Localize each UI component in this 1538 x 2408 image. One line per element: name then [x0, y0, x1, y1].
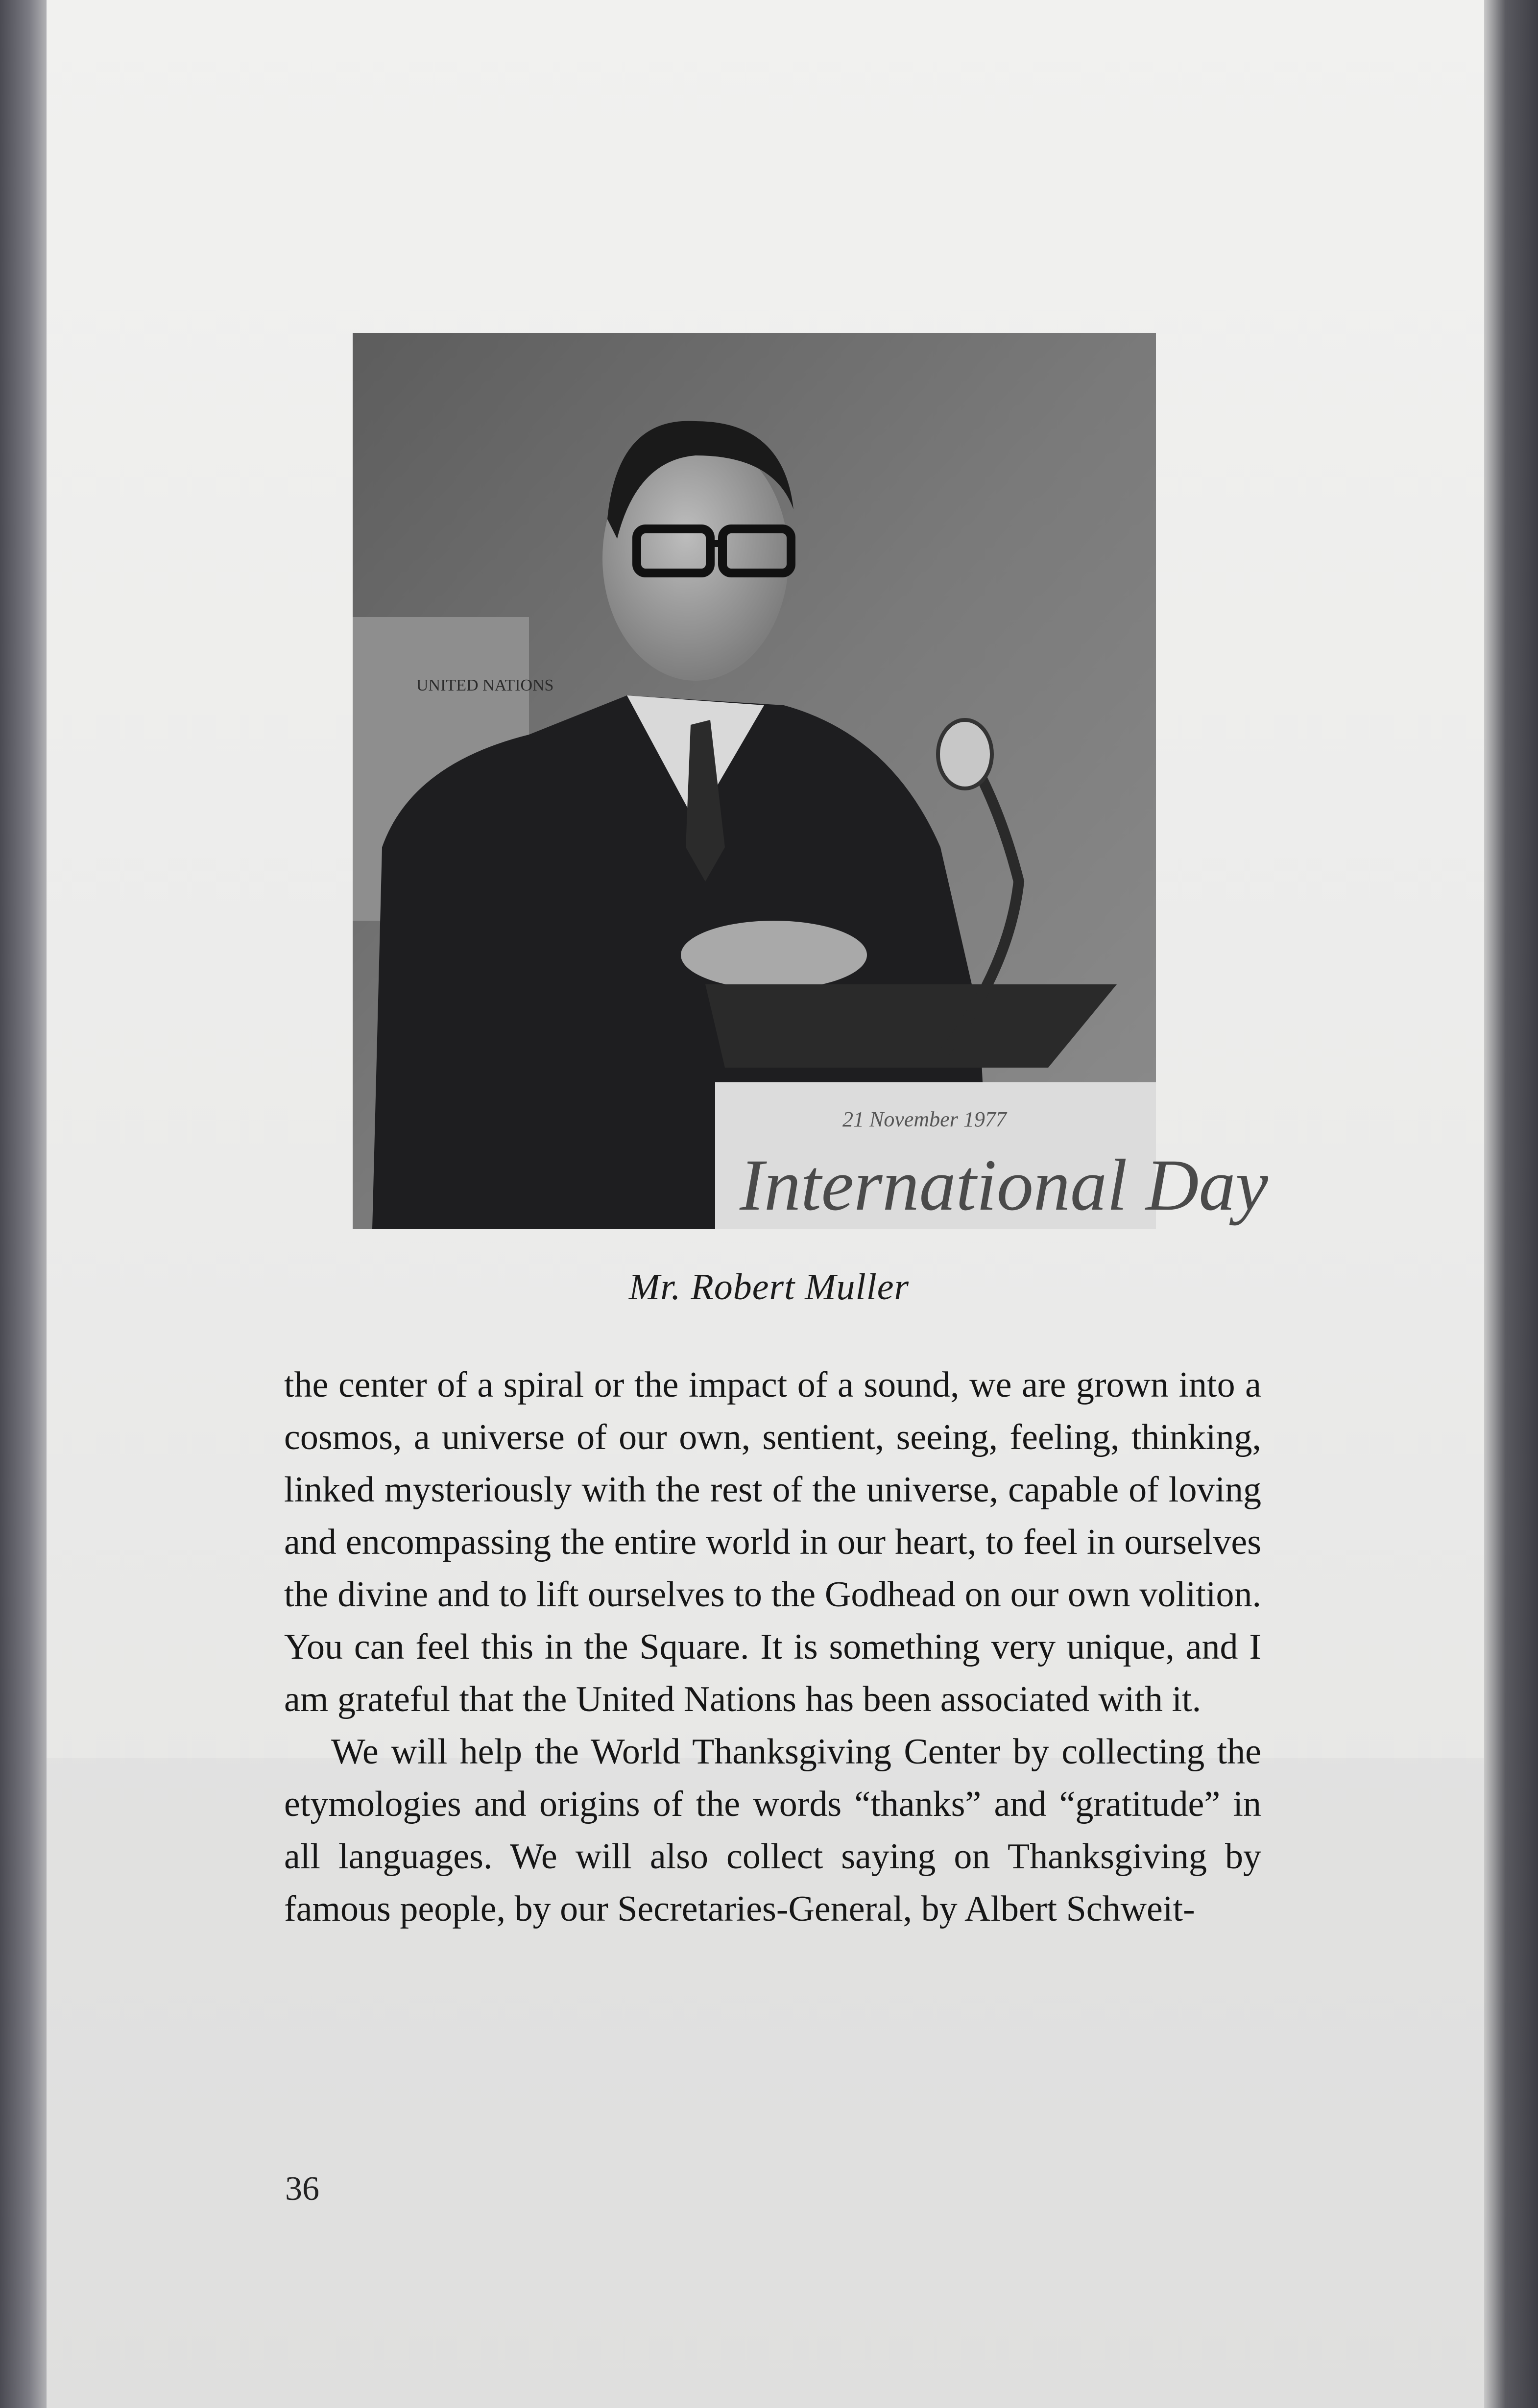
- scan-edge-left: [0, 0, 49, 2408]
- banner-date: 21 November 1977: [842, 1107, 1007, 1131]
- scan-edge-right: [1484, 0, 1538, 2408]
- page-number: 36: [285, 2170, 319, 2208]
- banner-text: International Day: [740, 1144, 1269, 1226]
- paragraph-2: We will help the World Thanksgiving Center by collecting the etymologies and origins of the words “thanks” and “gratitude” in all languages. We will also collect saying on Thanksgiving by famous people, by our Secretaries-General, by Albert Schweit-: [284, 1732, 1261, 1929]
- speaker-photo-image: [353, 333, 1269, 1229]
- photo-caption: Mr. Robert Muller: [628, 1266, 910, 1308]
- body-text: [284, 1359, 1261, 1935]
- speaker-photo: [353, 333, 1269, 1229]
- sign-text: UNITED NATIONS: [416, 676, 554, 694]
- paragraph-1: the center of a spiral or the impact of a sound, we are grown into a cosmos, a universe of our own, sentient, seeing, feeling, thinking, linked mysteriously with the rest of the universe, capable of loving and encompassing the entire world in our heart, to feel in ourselves the divine and to lift ourselves to the Godhead on our own volition. You can feel this in the Square. It is something very unique, and I am grateful that the United Nations has been associated with it.: [284, 1365, 1261, 1719]
